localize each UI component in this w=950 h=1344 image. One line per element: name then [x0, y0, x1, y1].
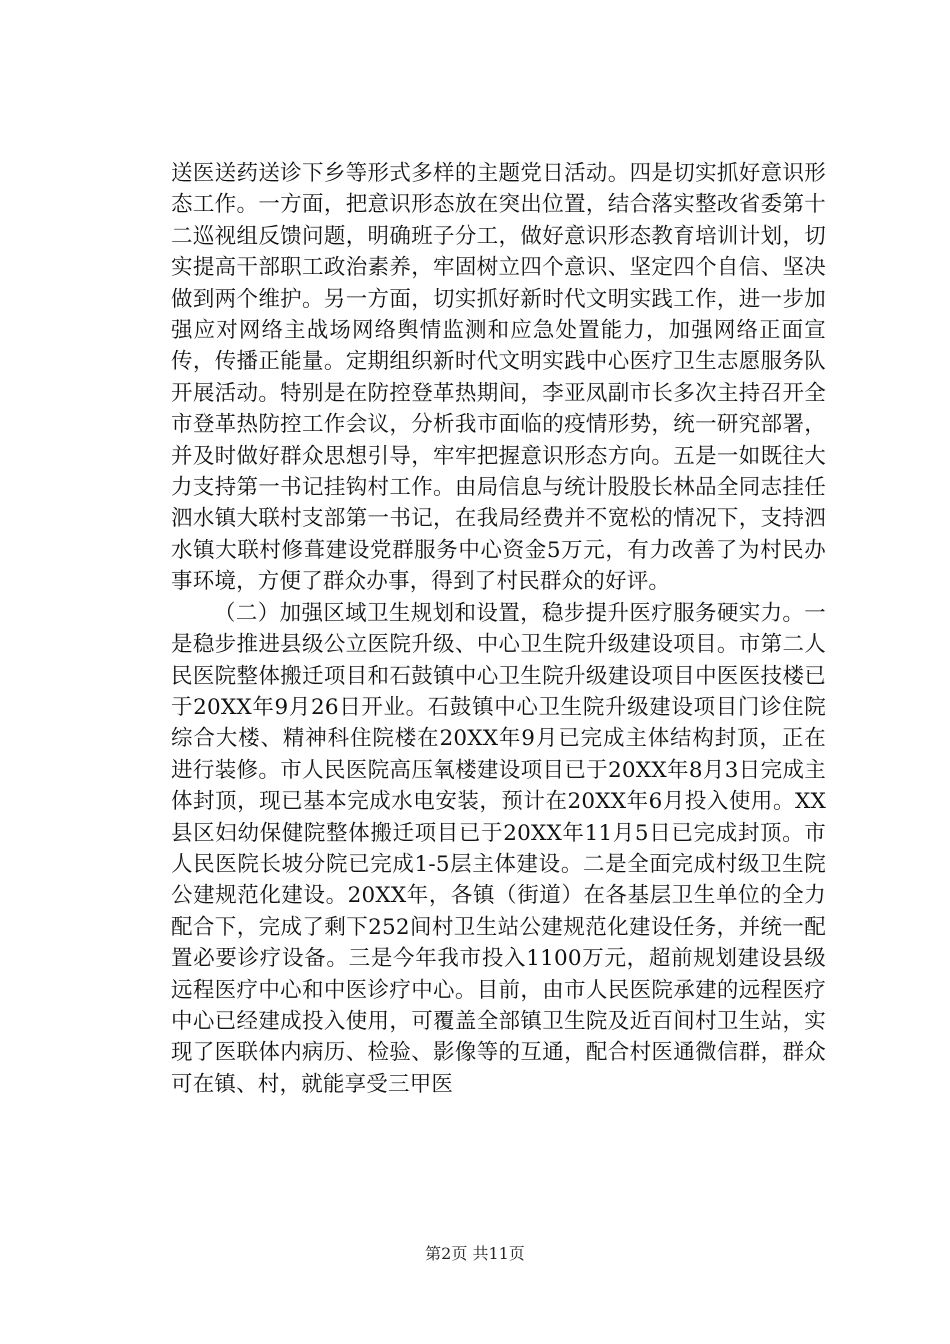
document-body	[171, 158, 826, 1100]
page-footer: 第2页 共11页	[425, 1244, 525, 1263]
paragraph-2: （二）加强区域卫生规划和设置，稳步提升医疗服务硬实力。一是稳步推进县级公立医院升级、中心卫生院升级建设项目。市第二人民医院整体搬迁项目和石鼓镇中心卫生院升级建设项目中医医技楼已于20XX年9月26日开业。石鼓镇中心卫生院升级建设项目门诊住院综合大楼、精神科住院楼在20XX年9月已完成主体结构封顶，正在进行装修。市人民医院高压氧楼建设项目已于20XX年8月3日完成主体封顶，现已基本完成水电安装，预计在20XX年6月投入使用。XX县区妇幼保健院整体搬迁项目已于20XX年11月5日已完成封顶。市人民医院长坡分院已完成1-5层主体建设。二是全面完成村级卫生院公建规范化建设。20XX年，各镇（街道）在各基层卫生单位的全力配合下，完成了剩下252间村卫生站公建规范化建设任务，并统一配置必要诊疗设备。三是今年我市投入1100万元，超前规划建设县级远程医疗中心和中医诊疗中心。目前，由市人民医院承建的远程医疗中心已经建成投入使用，可覆盖全部镇卫生院及近百间村卫生站，实现了医联体内病历、检验、影像等的互通，配合村医通微信群，群众可在镇、村，就能享受三甲医	[171, 600, 826, 1097]
paragraph-1: 送医送药送诊下乡等形式多样的主题党日活动。四是切实抓好意识形态工作。一方面，把意识形态放在突出位置，结合落实整改省委第十二巡视组反馈问题，明确班子分工，做好意识形态教育培训计划，切实提高干部职工政治素养，牢固树立四个意识、坚定四个自信、坚决做到两个维护。另一方面，切实抓好新时代文明实践工作，进一步加强应对网络主战场网络舆情监测和应急处置能力，加强网络正面宣传，传播正能量。定期组织新时代文明实践中心医疗卫生志愿服务队开展活动。特别是在防控登革热期间，李亚凤副市长多次主持召开全市登革热防控工作会议，分析我市面临的疫情形势，统一研究部署，并及时做好群众思想引导，牢牢把握意识形态方向。五是一如既往大力支持第一书记挂钩村工作。由局信息与统计股股长林品全同志挂任泗水镇大联村支部第一书记，在我局经费并不宽松的情况下，支持泗水镇大联村修葺建设党群服务中心资金5万元，有力改善了为村民办事环境，方便了群众办事，得到了村民群众的好评。	[171, 161, 826, 595]
